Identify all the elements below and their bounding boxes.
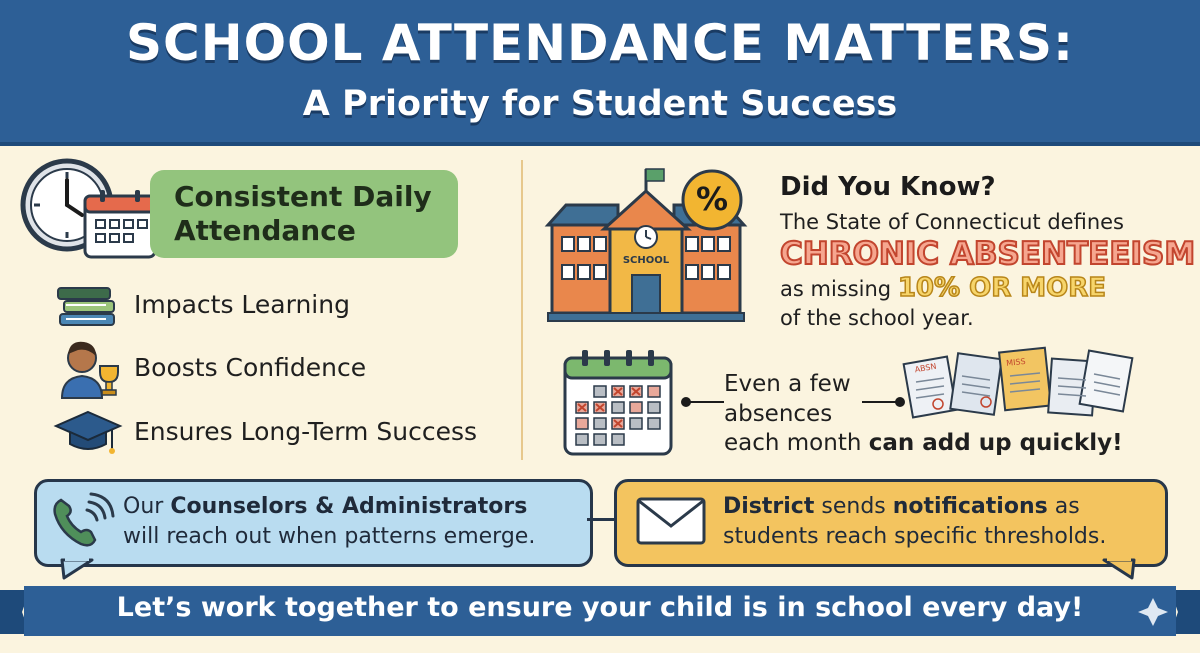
dyk-line-3: of the school year. [780,306,974,330]
district-mid: sends [821,494,886,519]
district-bold-2: notifications [892,494,1048,519]
did-you-know-title: Did You Know? [780,172,996,202]
dyk-line-1: The State of Connecticut defines [780,210,1124,234]
right-bubble-tail [1100,558,1140,580]
few-line-3-bold: can add up quickly! [868,430,1123,456]
pill-line-1: Consistent Daily [174,180,432,213]
pill-line-2: Attendance [174,214,356,247]
connector-line-right [860,396,906,408]
few-line-1: Even a few [724,371,851,397]
school-sign: SCHOOL [622,255,670,266]
few-line-3-prefix: each month [724,430,862,456]
item-long-term-success: Ensures Long-Term Success [134,417,477,446]
missing-prefix: as missing [780,277,892,301]
counselors-line-2: will reach out when patterns emerge. [123,524,536,549]
left-bubble-tail [58,558,98,580]
absence-papers-icon [904,346,1134,426]
district-line-2: students reach specific thresholds. [723,524,1107,549]
item-boosts-confidence: Boosts Confidence [134,353,367,382]
bubble-connector [587,518,615,522]
paper-label-absn: ABSN [914,361,938,375]
counselors-prefix: Our [123,494,164,519]
column-divider [521,160,523,460]
percent-badge-text: % [695,180,729,218]
page-title: SCHOOL ATTENDANCE MATTERS: [126,14,1074,72]
district-line-1 [723,492,1106,522]
header-banner [0,0,1200,146]
district-suffix: as [1054,494,1080,519]
envelope-icon [635,496,707,546]
footer-banner-text: Let’s work together to ensure your child is in school every day! [116,592,1084,623]
counselors-bold: Counselors & Administrators [170,494,528,519]
district-bold-1: District [723,494,815,519]
few-line-3 [724,430,1123,456]
calendar-icon [82,188,158,260]
dyk-line-2 [780,273,1106,303]
consistent-attendance-pill [150,170,458,258]
few-line-2: absences [724,401,833,427]
item-impacts-learning: Impacts Learning [134,290,350,319]
chronic-absenteeism-text: CHRONIC ABSENTEEISM [780,236,1196,272]
threshold-text: 10% OR MORE [897,273,1107,303]
counselors-bubble [34,479,593,567]
connector-line-left [680,396,730,408]
page-subtitle: A Priority for Student Success [302,84,898,124]
counselors-text [123,492,535,552]
district-bubble [614,479,1168,567]
counselors-line-1 [123,492,535,522]
student-trophy-icon [56,336,122,400]
graduation-cap-icon [54,408,122,458]
absence-calendar-icon [562,348,674,458]
pill-text [174,180,454,248]
paper-label-miss: MISS [1005,356,1027,368]
books-icon [56,280,118,328]
phone-icon [47,492,119,552]
district-text [723,492,1106,552]
